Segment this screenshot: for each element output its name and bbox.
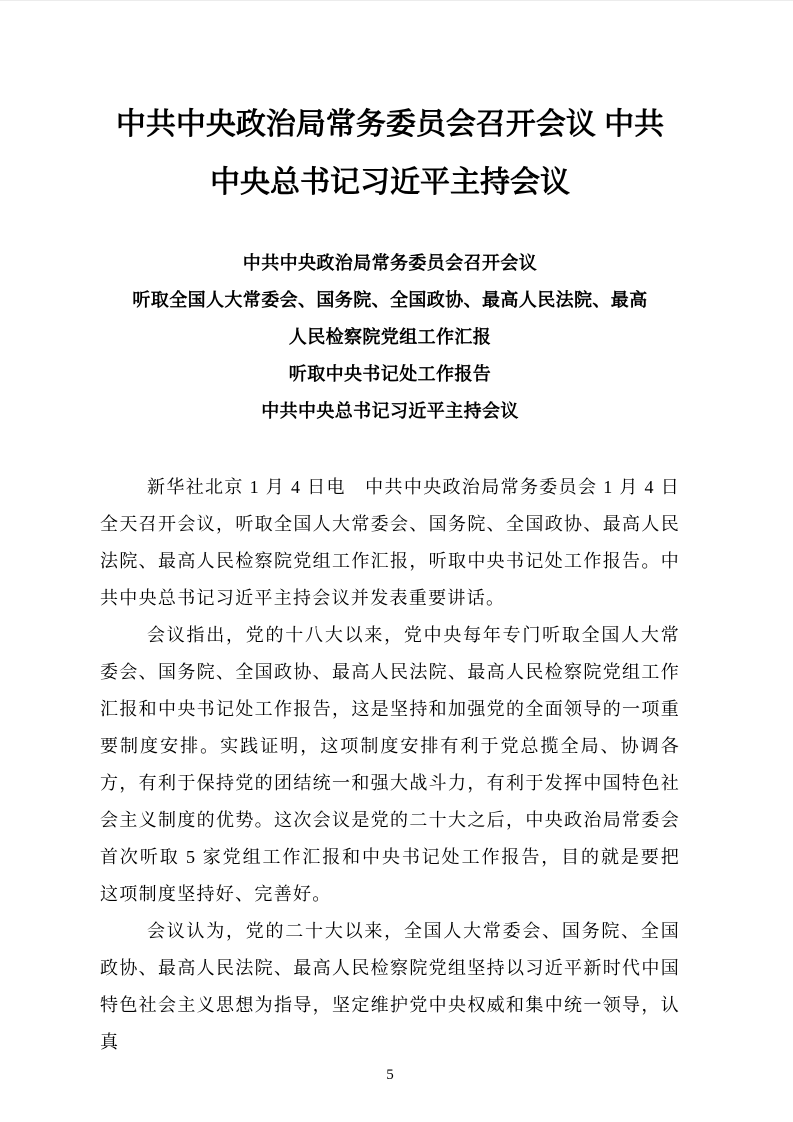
subtitle-line-4: 听取中央书记处工作报告: [288, 364, 492, 384]
article-subtitle: [100, 245, 680, 430]
article-title: [100, 1, 680, 212]
page-number: 5: [386, 1067, 394, 1083]
body-paragraph-3: 会议认为，党的二十大以来，全国人大常委会、国务院、全国政协、最高人民法院、最高人民检察院党组坚持以习近平新时代中国特色社会主义思想为指导，坚定维护党中央权威和集中统一领导，认真: [100, 921, 680, 1052]
article-title-line-2: 中央总书记习近平主持会议: [210, 166, 570, 199]
subtitle-line-2: 听取全国人大常委会、国务院、全国政协、最高人民法院、最高: [132, 290, 648, 310]
subtitle-line-1: 中共中央政治局常务委员会召开会议: [242, 253, 538, 273]
subtitle-line-3: 人民检察院党组工作汇报: [288, 327, 492, 347]
article-body: [100, 469, 680, 1061]
body-paragraph-2: 会议指出，党的十八大以来，党中央每年专门听取全国人大常委会、国务院、全国政协、最高人民法院、最高人民检察院党组工作汇报和中央书记处工作报告，这是坚持和加强党的全面领导的一项重要制度安排。实践证明，这项制度安排有利于党总揽全局、协调各方，有利于保持党的团结统一和强大战斗力，有利于发挥中国特色社会主义制度的优势。这次会议是党的二十大之后，中央政治局常委会首次听取 5 家党组工作汇报和中央书记处工作报告，目的就是要把这项制度坚持好、完善好。: [100, 625, 680, 904]
body-paragraph-1: 新华社北京 1 月 4 日电 中共中央政治局常务委员会 1 月 4 日全天召开会议，听取全国人大常委会、国务院、全国政协、最高人民法院、最高人民检察院党组工作汇报，听取中央书记处工作报告。中共中央总书记习近平主持会议并发表重要讲话。: [100, 477, 680, 608]
subtitle-line-5: 中共中央总书记习近平主持会议: [261, 401, 519, 421]
article-title-line-1: 中共中央政治局常务委员会召开会议 中共: [115, 108, 665, 141]
page-content: [100, 1, 680, 1085]
